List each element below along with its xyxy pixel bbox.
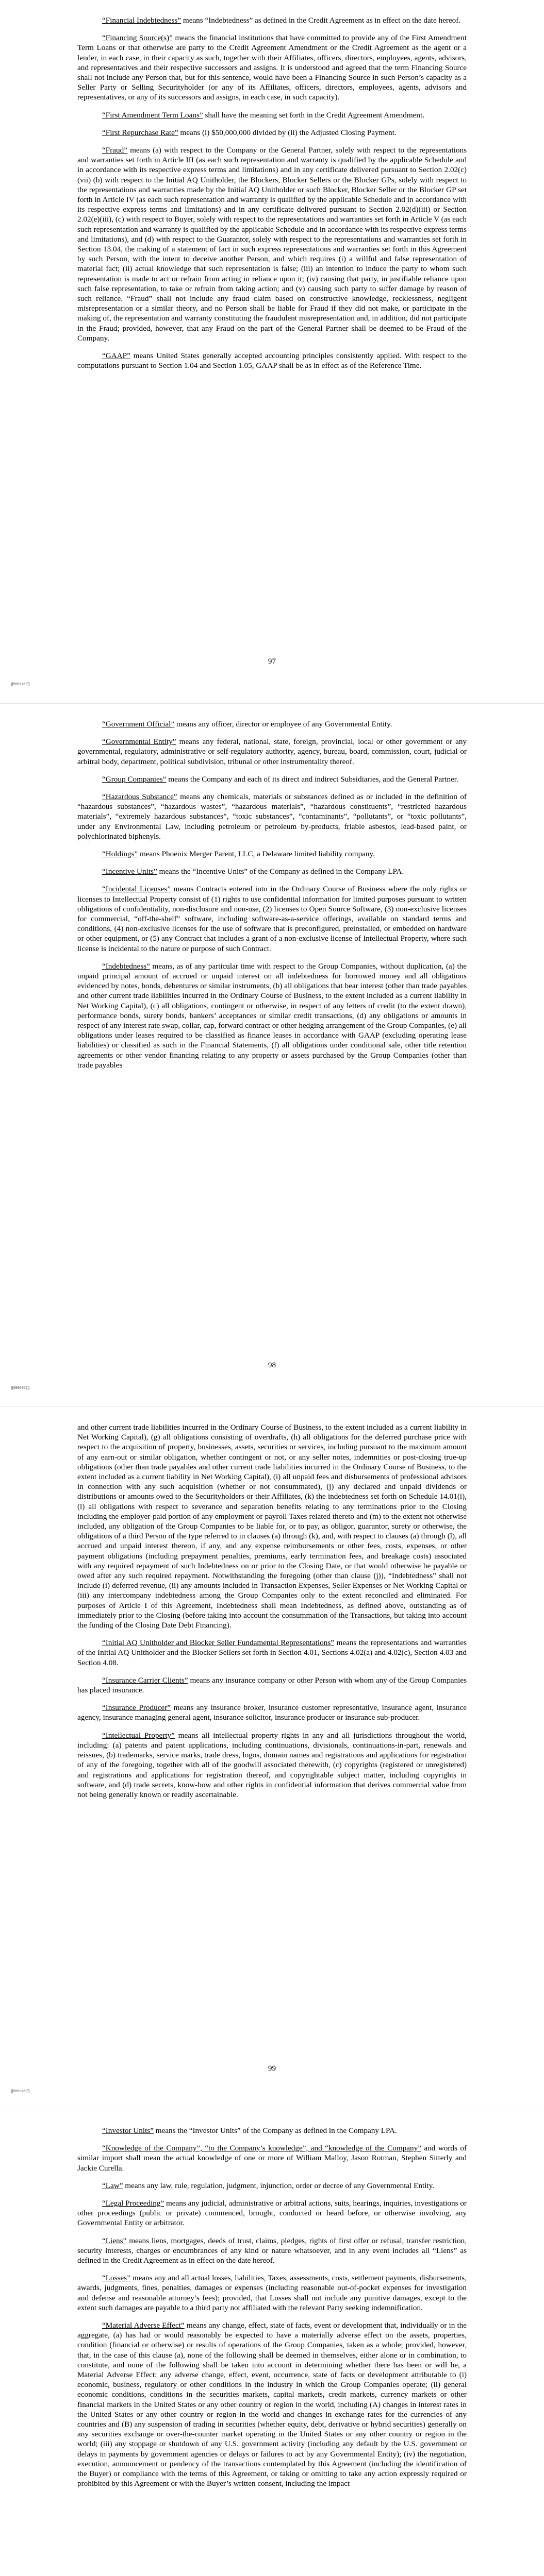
defined-term: “First Repurchase Rate” [102,128,178,137]
defined-term: “Insurance Carrier Clients” [102,1675,188,1685]
definition-text: means any and all actual losses, liabilities, Taxes, assessments, costs, settlement payments, disbursements, awards, judgments, fines, penalties, damages or expenses (including reasonable out-of-pocket expenses for investigation and defense and reasonable attorney’s fees); provided, that Losses shall not include any punitive damages, except to the extent such damages are payable to a third party not affiliated with the relevant Party seeking indemnification. [77,2274,467,2312]
definition-fraud [77,145,467,343]
defined-term: “Holdings” [102,850,138,859]
defined-term: “Law” [102,2181,123,2190]
definition-investor-units [77,2126,467,2136]
defined-term: “Liens” [102,2236,127,2245]
definition-liens [77,2236,467,2266]
defined-term: “Financing Source(s)” [102,33,173,43]
definition-text: means any law, rule, regulation, judgment, injunction, order or decree of any Governmental Entity. [123,2181,435,2190]
defined-term: “Fraud” [102,146,127,155]
definition-text: means liens, mortgages, deeds of trust, claims, pledges, rights of first offer or refusal, transfer restriction, security interests, charges or encumbrances of any kind or nature whatsoever, and in any event includes all “Liens” as defined in the Credit Agreement as in effect on the date hereof. [77,2236,467,2265]
page-number: 99 [268,2064,276,2073]
defined-term: “Governmental Entity” [102,737,176,747]
definition-text: and words of similar import shall mean the actual knowledge of one or more of William Malloy, Jason Rotman, Stephen Sitterly and Jackie Curella. [77,2144,467,2173]
defined-term: “Initial AQ Unitholder and Blocker Seller Fundamental Representations” [102,1638,334,1648]
definition-indebtedness-cont [77,1422,467,1630]
definition-intellectual-property [77,1731,467,1800]
defined-term: “Financial Indebtedness” [102,16,182,25]
defined-term: “Knowledge of the Company”, “to the Company’s knowledge”, and “knowledge of the Company” [102,2144,421,2153]
document-id: [[5999762]] [11,2090,30,2093]
definition-initial-aq-fundamental [77,1638,467,1668]
defined-term: “Group Companies” [102,774,167,784]
definition-text: means any insurance broker, insurance customer representative, insurance agent, insurance agency, insurance managing general agent, insurance solicitor, insurance producer or insurance sub-producer. [77,1703,467,1722]
definition-text: means, as of any particular time with respect to the Group Companies, without duplication, (a) the unpaid principal amount of accrued or unpaid interest on all indebtedness for borrowed money and all obligations evidenced by notes, bonds, debentures or similar instruments, (b) all obligations that bear interest (other than trade payables and other current trade liabilities incurred in the Ordinary Course of Business, to the extent included as a current liability in Net Working Capital), (c) all obligations, contingent or otherwise, in respect of any letters of credit (to the extent drawn), performance bonds, surety bonds, bankers’ acceptances or similar credit transactions, (d) any obligations or amounts in respect of any interest rate swap, collar, cap, forward contract or other hedging arrangement of the Group Companies, (e) all obligations under leases required to be classified as finance leases in accordance with GAAP (excluding operating lease liabilities) or classified as such in the Financial Statements, (f) all obligations under conditional sale, other title retention agreements or other vendor financing relating to any property or assets purchased by the Group Companies (other than trade payables [77,961,467,1070]
definition-losses [77,2273,467,2313]
defined-term: “Incidental Licenses” [102,885,171,894]
page-100 [0,2110,544,2576]
definition-legal-proceeding [77,2198,467,2228]
page-99 [0,1406,544,2110]
defined-term: “Legal Proceeding” [102,2199,164,2208]
definition-incentive-units [77,867,467,876]
defined-term: “Insurance Producer” [102,1703,171,1713]
page-97 [0,0,544,703]
definition-gaap [77,351,467,370]
document-id: [[5999762]] [11,1386,30,1390]
definition-text: means any change, effect, state of facts, event or development that, individually or in the aggregate, (a) has had or would reasonably be expected to have a materially adverse effect on the assets, properties, condition (financial or otherwise) or results of operations of the Group Companies, taken as a whole; provided, however, that, in the case of this clause (a), none of the following shall be deemed in themselves, either alone or in combination, to constitute, and none of the following shall be taken into account in determining whether there has been or will be, a Material Adverse Effect: any adverse change, effect, event, occurrence, state of facts or development attributable to (i) economic, business, regulatory or other conditions in the industry in which the Group Companies operate; (ii) general economic conditions, conditions in the securities markets, capital markets, credit markets, currency markets or other financial markets in the United States or any other country or region in the world, including (A) changes in interest rates in the United States or any other country or region in the world and changes in exchange rates for the currencies of any countries and (B) any suspension of trading in securities (whether equity, debt, derivative or hybrid securities) generally on any securities exchange or over-the-counter market operating in the United States or any other country or region in the world; (iii) any stoppage or shutdown of any U.S. government activity (including any default by the U.S. government or delays in payments by government agencies or delays or failures to act by any Governmental Entity); (iv) the negotiation, execution, announcement or pendency of the transactions contemplated by this Agreement (including the identification of the Buyer) or compliance with the terms of this Agreement, or taking or omitting to take any action expressly required or prohibited by this Agreement or with the Buyer’s written consent, including the impact [77,2321,467,2488]
page-number: 97 [268,657,276,666]
definition-text: means any officer, director or employee of any Governmental Entity. [174,720,392,728]
definition-text: means the representations and warranties of the Initial AQ Unitholder and the Blocker Sellers set forth in Section 4.01, Sections 4.02(a) and 4.02(c), Section 4.03 and Section 4.08. [77,1638,467,1667]
definition-text: shall have the meaning set forth in the Credit Agreement Amendment. [203,110,424,120]
definition-text: means any judicial, administrative or arbitral actions, suits, hearings, inquiries, investigations or other proceedings (public or private) commenced, brought, conducted or heard before, or otherwise involving, any Governmental Entity or arbitrator. [77,2199,467,2228]
definition-knowledge-of-company [77,2143,467,2173]
definition-text: means (a) with respect to the Company or the General Partner, solely with respect to the representations and warranties set forth in Article III (as each such representation and warranty is qualified by the applicable Schedule and in accordance with its respective express terms and limitations) and in any certificate delivered pursuant to Section 2.02(c)(vii) (b) with respect to the Initial AQ Unitholder, the Blockers, Blocker Sellers or the Blocker GPs, solely with respect to the representations and warranties made by the Initial AQ Unitholder or such Blocker, Blocker Seller or the Blocker GP set forth in Article IV (as each such representation and warranty is qualified by the applicable Schedule and in accordance with its respective express terms and limitations) and in any certificate delivered pursuant to Section 2.02(d)(iii) or Section 2.02(e)(iii), (c) with respect to Buyer, solely with respect to the representations and warranties set forth in Article V (as each such representation and warranty is qualified by the applicable Schedule and in accordance with its respective express terms and limitations), and (d) with respect to the Guarantor, solely with respect to the representations and warranties set forth in Section 13.04, the making of a statement of fact in such express representations and warranties set forth in this Agreement by such Person, with the intent to deceive another Person, and which requires (i) a willful and false representation of material fact; (ii) actual knowledge that such representation is false; (iii) an intention to induce the party to whom such representation is made to act or refrain from acting in reliance upon it; (iv) causing that party, in justifiable reliance upon such false representation, to take or refrain from taking action; and (v) causing such party to suffer damage by reason of such reliance. “Fraud” shall not include any fraud claim based on constructive knowledge, recklessness, negligent misrepresentation or a similar theory, and no Person shall be liable for Fraud if they did not make, or participate in the making of, the representation and warranty constituting the fraudulent misrepresentation and, in addition, did not participate in the Fraud; provided, however, that any Fraud on the part of the General Partner shall be deemed to be Fraud of the Company. [77,146,467,343]
defined-term: “Hazardous Substance” [102,792,177,802]
definition-text: means all intellectual property rights in any and all jurisdictions throughout the world, including: (a) patents and patent applications, including continuations, divisionals, continuations-in-part, renewals and reissues, (b) trademarks, service marks, trade dress, logos, domain names and registrations and applications for registration of any of the foregoing, together with all of the goodwill associated therewith, (c) copyrights (registered or unregistered) and registrations and applications for registration thereof, and copyrightable subject matter, including copyrights in software, and (d) trade secrets, know-how and other rights in confidential information that derives commercial value from not being generally known or readily ascertainable. [77,1731,467,1799]
definition-first-repurchase-rate [77,128,467,138]
defined-term: “Losses” [102,2274,130,2283]
definition-text: means Phoenix Merger Parent, LLC, a Delaware limited liability company. [138,850,375,859]
definition-government-official [77,719,467,729]
definition-insurance-producer [77,1703,467,1722]
definition-law [77,2181,467,2191]
defined-term: “Incentive Units” [102,867,157,876]
definition-text: means the “Investor Units” of the Company as defined in the Company LPA. [153,2126,397,2135]
definition-first-amendment-term-loans [77,110,467,120]
definition-group-companies [77,774,467,784]
page-number: 98 [268,1361,276,1369]
definition-text: means the financial institutions that have committed to provide any of the First Amendment Term Loans or that otherwise are party to the Credit Agreement Amendment or the Credit Agreement as the agent or a lender, in each case, in their capacity as such, together with their Affiliates, officers, directors, employees, agents, advisors, and representatives and their respective successors and assigns. It is understood and agreed that the term Financing Source shall not include any Person that, but for this sentence, would have been a Financing Source in such Person’s capacity as a Seller Party or Selling Securityholder (or any of its Affiliates, officers, directors, employees, agents, advisors and representatives, or any of its successors and assigns, in each case, in such capacity). [77,33,467,102]
page-98 [0,703,544,1406]
definition-incidental-licenses [77,884,467,953]
definition-text: means Contracts entered into in the Ordinary Course of Business where the only rights or licenses to Intellectual Property consist of (1) rights to use confidential information for limited purposes pursuant to written obligations of confidentiality, non-disclosure and non-use, (2) licenses to Open Source Software, (3) non-exclusive licenses for commercial, “off-the-shelf” software, including software-as-a-service offerings, available on standard terms and conditions, (4) non-exclusive licenses for the use of software that is preconfigured, preinstalled, or embedded on hardware or other equipment, or (5) any Contract that includes a grant of a non-exclusive license of Intellectual Property, where such license is incidental to the nature or purpose of such Contract. [77,885,467,953]
definition-financial-indebtedness [77,15,467,25]
definition-text: means United States generally accepted accounting principles consistently applied. With respect to the computations pursuant to Section 1.04 and Section 1.05, GAAP shall be as in effect as of the Reference Time. [77,351,467,370]
definition-governmental-entity [77,737,467,767]
definition-text: and other current trade liabilities incurred in the Ordinary Course of Business, to the extent included as a current liability in Net Working Capital), (g) all obligations consisting of overdrafts, (h) all obligations for the deferred purchase price with respect to the acquisition of property, businesses, assets, securities or services, including pursuant to the maximum amount of any earn-out or similar obligation, whether contingent or not, or any seller notes, indemnities or post-closing true-up obligations (other than trade payables and other current trade liabilities incurred in the Ordinary Course of Business, to the extent included as a current liability in Net Working Capital), (i) all unpaid fees and disbursements of professional advisors in connection with any such acquisition (whether or not consummated), (j) any declared and unpaid dividends or distributions or amounts owed to the Securityholders or their Affiliates, (k) the indebtedness set forth on Schedule 14.01(i), (l) all obligations with respect to severance and separation benefits relating to any terminations prior to the Closing including the employer-paid portion of any employment or payroll Taxes related thereto and (m) to the extent not otherwise included, any obligation of the Group Companies to be liable for, or to pay, as obligor, guarantor, surety or otherwise, the obligations of a third Person of the type referred to in clauses (a) through (k), and, with respect to clauses (a) through (l), all accrued and unpaid interest thereon, if any, and any expense reimbursements or other fees, costs, expenses, or other payment obligations (including prepayment penalties, premiums, early termination fees, and breakage costs) associated with any required repayment of such Indebtedness on or prior to the Closing Date, or that would otherwise be payable or owed after any such required repayment. Notwithstanding the foregoing (other than clause (j)), “Indebtedness” shall not include (i) deferred revenue, (ii) any amounts included in Transaction Expenses, Seller Expenses or Net Working Capital or (iii) any intercompany indebtedness among the Group Companies only to the extent reconciled and eliminated. For purposes of Article I of this Agreement, Indebtedness shall mean Indebtedness, as defined above, outstanding as of immediately prior to the Closing (before taking into account the consummation of the Transactions, but taking into account the funding of the Closing Date Debt Financing). [77,1423,467,1630]
definition-text: means (i) $50,000,000 divided by (ii) the Adjusted Closing Payment. [178,128,397,137]
definition-text: means “Indebtedness” as defined in the Credit Agreement as in effect on the date hereof. [181,16,461,25]
definition-insurance-carrier-clients [77,1675,467,1695]
defined-term: “Intellectual Property” [102,1731,175,1740]
definition-text: means any federal, national, state, foreign, provincial, local or other government or any governmental, regulatory, administrative or self-regulatory authority, agency, bureau, board, commission, court, judicial or arbitral body, department, political subdivision, tribunal or other instrumentality thereof. [77,737,467,766]
defined-term: “Indebtedness” [102,961,150,971]
definition-text: means the “Incentive Units” of the Company as defined in the Company LPA. [157,867,404,876]
definition-text: means any chemicals, materials or substances defined as or included in the definition of “hazardous substances”, “hazardous wastes”, “hazardous materials”, “hazardous constituents”, “restricted hazardous materials”, “extremely hazardous substances”, “toxic substances”, “contaminants”, “pollutants”, or “toxic pollutants”, under any Environmental Law, including petroleum or petroleum by-products, friable asbestos, lead-based paint, or polychlorinated biphenyls. [77,792,467,841]
definition-text: means any insurance company or other Person with whom any of the Group Companies has placed insurance. [77,1675,467,1695]
definition-holdings [77,849,467,859]
defined-term: “Material Adverse Effect” [102,2321,185,2330]
definition-material-adverse-effect [77,2320,467,2488]
defined-term: “GAAP” [102,351,130,361]
defined-term: “Investor Units” [102,2126,154,2135]
definition-text: means the Company and each of its direct and indirect Subsidiaries, and the General Partner. [166,774,458,784]
definition-indebtedness [77,961,467,1070]
definition-financing-sources [77,33,467,102]
document-id: [[5999762]] [11,683,30,686]
definition-hazardous-substance [77,792,467,841]
defined-term: “Government Official” [102,720,175,728]
defined-term: “First Amendment Term Loans” [102,110,203,120]
